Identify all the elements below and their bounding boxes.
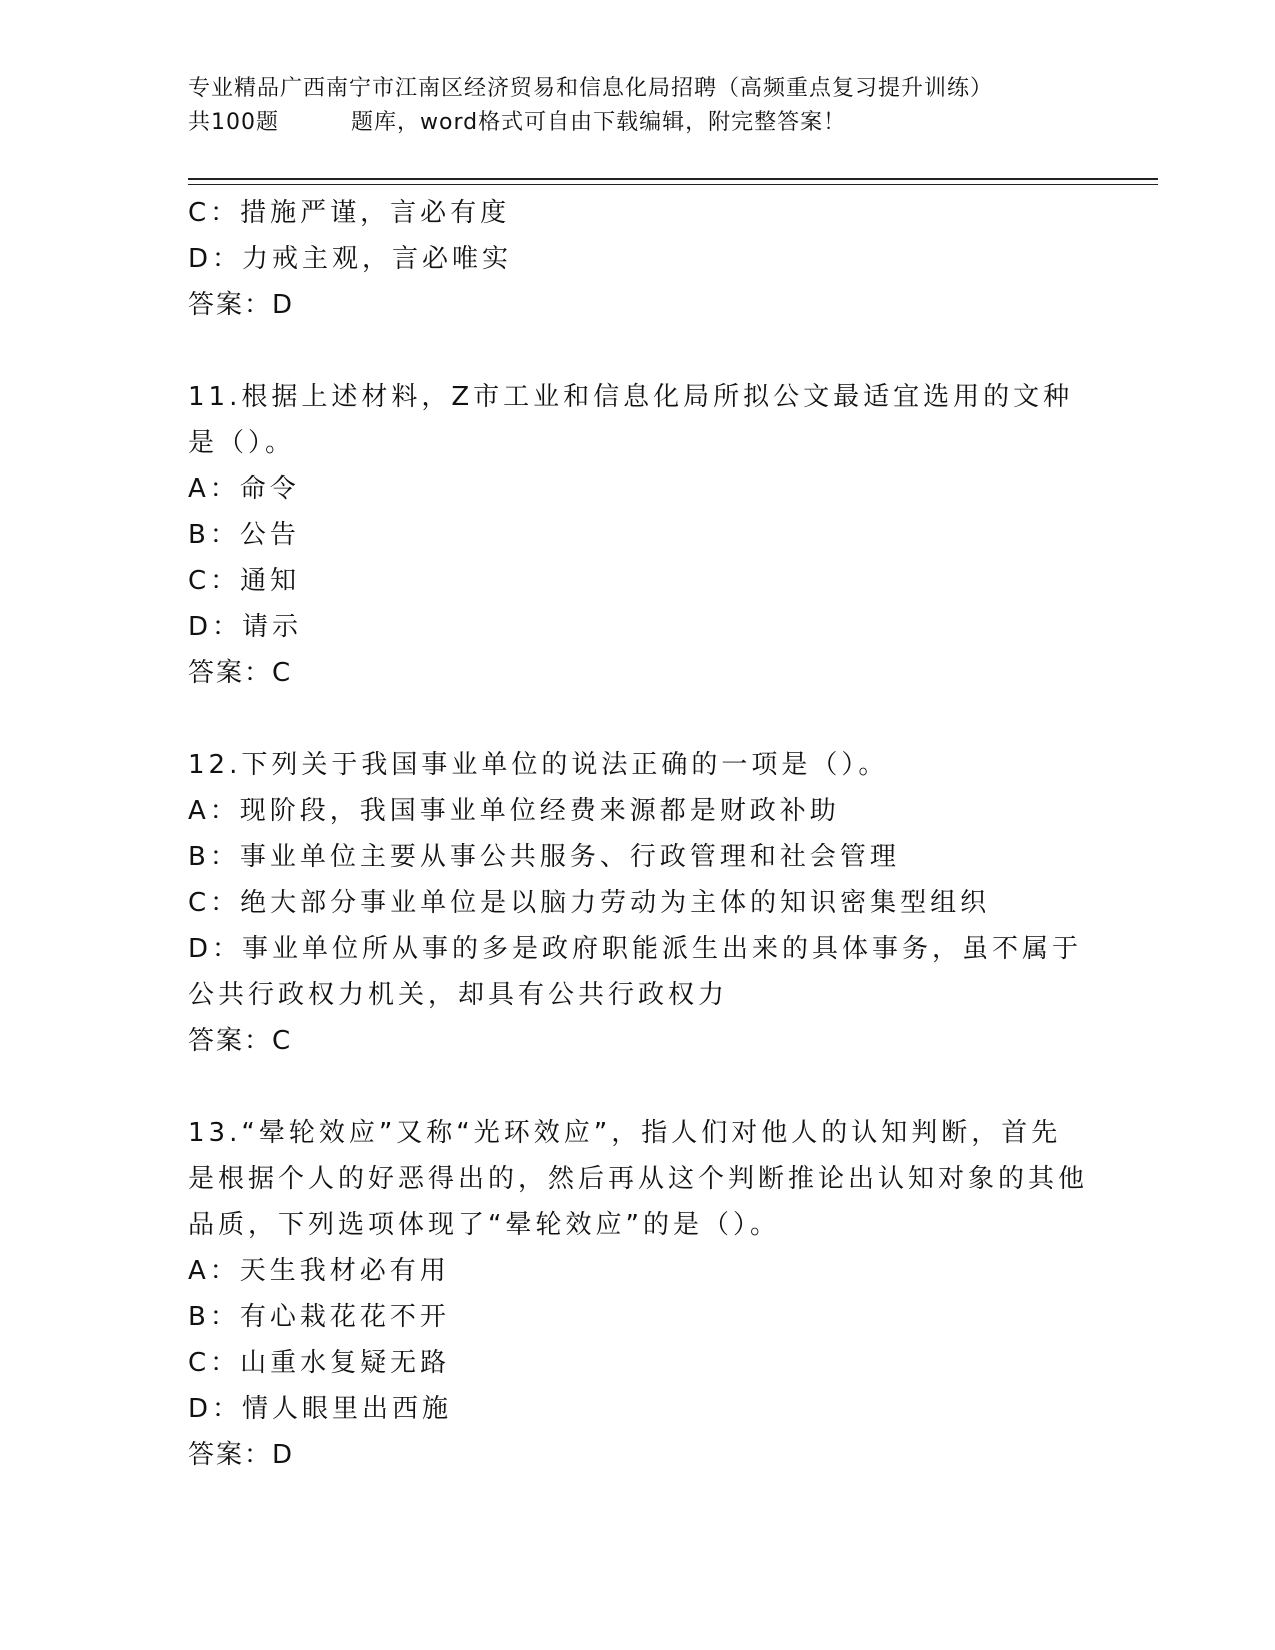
question-13 xyxy=(188,1110,1088,1478)
option-b: B：有心栽花花不开 xyxy=(188,1302,450,1332)
answer: 答案：D xyxy=(188,1440,295,1470)
header-note: 题库，word格式可自由下载编辑，附完整答案！ xyxy=(351,110,847,135)
question-stem: 12.下列关于我国事业单位的说法正确的一项是（）。 xyxy=(188,750,889,780)
option-a: A：天生我材必有用 xyxy=(188,1256,450,1286)
header-divider-thin xyxy=(188,184,1158,185)
option-d: D：力戒主观，言必唯实 xyxy=(188,244,513,274)
question-list xyxy=(188,190,1088,1478)
header-divider-thick xyxy=(188,178,1158,180)
option-b: B：事业单位主要从事公共服务、行政管理和社会管理 xyxy=(188,842,900,872)
question-10-tail xyxy=(188,190,1088,328)
answer: 答案：D xyxy=(188,290,295,320)
option-d: D：情人眼里出西施 xyxy=(188,1394,453,1424)
option-d: D：事业单位所从事的多是政府职能派生出来的具体事务，虽不属于公共行政权力机关，却具有公共行政权力 xyxy=(188,934,1083,1010)
option-c: C：绝大部分事业单位是以脑力劳动为主体的知识密集型组织 xyxy=(188,888,991,918)
option-d: D：请示 xyxy=(188,612,303,642)
answer: 答案：C xyxy=(188,658,293,688)
document-header xyxy=(188,72,1148,140)
question-11 xyxy=(188,374,1088,696)
header-title: 专业精品广西南宁市江南区经济贸易和信息化局招聘（高频重点复习提升训练） xyxy=(188,76,994,101)
option-c: C：通知 xyxy=(188,566,301,596)
question-count: 共100题 xyxy=(188,110,279,135)
option-c: C：措施严谨，言必有度 xyxy=(188,198,511,228)
option-c: C：山重水复疑无路 xyxy=(188,1348,451,1378)
option-a: A：现阶段，我国事业单位经费来源都是财政补助 xyxy=(188,796,840,826)
question-stem: 11.根据上述材料，Z市工业和信息化局所拟公文最适宜选用的文种是（）。 xyxy=(188,382,1074,458)
question-stem: 13.“晕轮效应”又称“光环效应”，指人们对他人的认知判断，首先是根据个人的好恶得出的，然后再从这个判断推论出认知对象的其他品质，下列选项体现了“晕轮效应”的是（）。 xyxy=(188,1118,1089,1240)
option-a: A：命令 xyxy=(188,474,300,504)
option-b: B：公告 xyxy=(188,520,300,550)
header-subtitle xyxy=(188,106,1148,140)
answer: 答案：C xyxy=(188,1026,293,1056)
question-12 xyxy=(188,742,1088,1064)
